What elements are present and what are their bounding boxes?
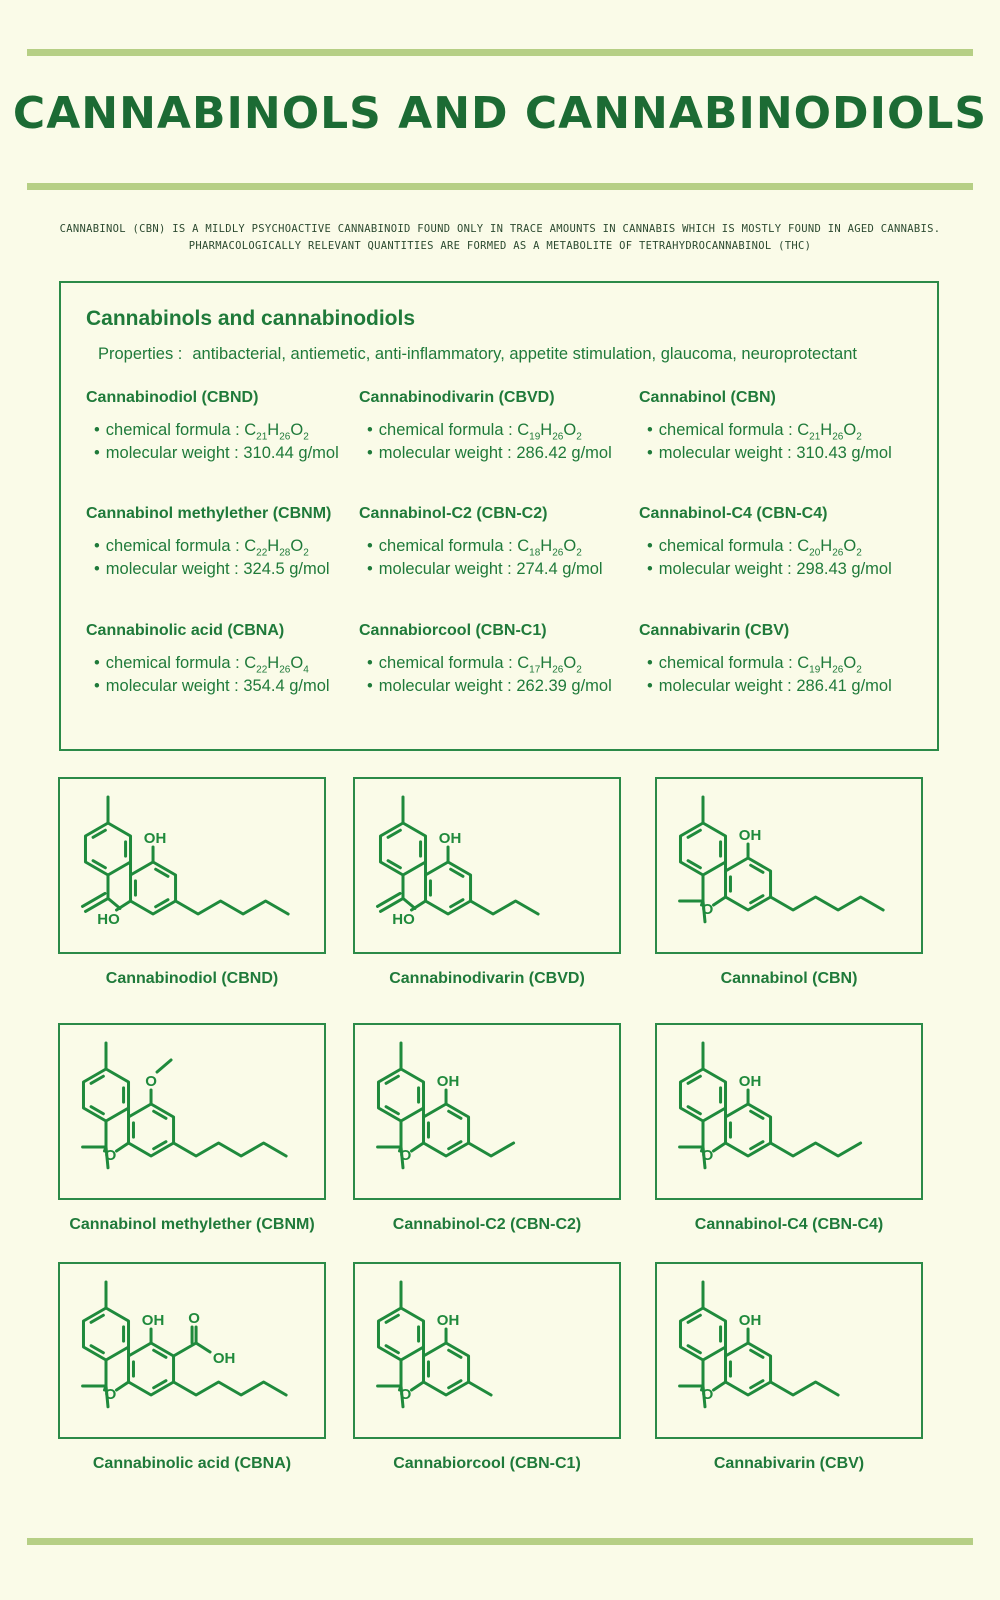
- molecular-weight: 310.43 g/mol: [796, 444, 892, 463]
- benzene-ring: [424, 1343, 469, 1395]
- bullet: •: [94, 421, 100, 439]
- structure-caption: Cannabinol (CBN): [720, 970, 858, 987]
- weight-line: [94, 444, 376, 463]
- structure-caption: Cannabiorcool (CBN-C1): [393, 1455, 581, 1472]
- structure-card: [353, 777, 621, 954]
- alkyl-chain: [469, 1382, 492, 1395]
- ether-oxygen-label: O: [701, 1386, 714, 1403]
- alkyl-chain: [771, 897, 884, 910]
- ether-oxygen-label: O: [701, 1147, 714, 1164]
- structure-caption: Cannabinodivarin (CBVD): [389, 970, 585, 987]
- isopropenyl-bond: [403, 898, 415, 908]
- formula-label: chemical formula :: [105, 421, 245, 439]
- weight-line: [367, 677, 649, 696]
- bullet: •: [94, 654, 100, 672]
- weight-line: [647, 677, 929, 696]
- molecular-weight: 310.44 g/mol: [243, 444, 339, 463]
- properties-label: Properties :: [98, 345, 183, 363]
- pyran-bond: [117, 1382, 129, 1390]
- compound-name: Cannabinol (CBN): [639, 389, 776, 406]
- page-title: CANNABINOLS AND CANNABINODIOLS: [12, 88, 988, 139]
- compound-name: Cannabinodiol (CBND): [86, 389, 259, 406]
- alkyl-chain: [174, 1143, 287, 1156]
- weight-line: [647, 444, 929, 463]
- compound-entry: [639, 505, 929, 579]
- structure-drawing: [60, 779, 324, 952]
- structure-card: [58, 1023, 326, 1200]
- benzene-ring: [129, 1104, 174, 1156]
- isopropenyl-bond: [108, 898, 120, 908]
- benzene-ring: [726, 858, 771, 910]
- properties-line: [98, 345, 857, 364]
- structure-card: [655, 777, 923, 954]
- alkyl-chain: [176, 901, 289, 914]
- compound-name: Cannabivarin (CBV): [639, 622, 790, 639]
- structure-card: [655, 1023, 923, 1200]
- isopropenyl-double: [82, 893, 105, 906]
- formula-label: chemical formula :: [105, 654, 245, 672]
- formula-line: [367, 654, 649, 675]
- formula-line: [647, 654, 929, 675]
- bullet: •: [647, 421, 653, 439]
- structure-caption: Cannabivarin (CBV): [713, 1455, 865, 1472]
- alkyl-chain: [771, 1143, 861, 1156]
- structure-drawing: [657, 1025, 921, 1198]
- compound-entry: [359, 622, 649, 696]
- benzene-ring: [131, 862, 176, 914]
- hydroxyl-label: OH: [141, 1312, 165, 1329]
- alkyl-chain: [771, 1382, 839, 1395]
- compound-name: Cannabinodivarin (CBVD): [359, 389, 555, 406]
- compound-entry: [86, 505, 376, 579]
- bullet: •: [94, 444, 100, 463]
- alkyl-chain: [471, 901, 539, 914]
- structure-caption: Cannabinol-C2 (CBN-C2): [392, 1216, 582, 1233]
- compound-entry: [359, 389, 649, 463]
- formula-line: [367, 421, 649, 442]
- chemical-formula: $C_{19}H_{26}O_2$: [797, 654, 862, 676]
- ether-oxygen-label: O: [104, 1147, 117, 1164]
- formula-label: chemical formula :: [658, 537, 798, 555]
- weight-label: molecular weight :: [658, 677, 797, 696]
- bullet: •: [367, 560, 373, 579]
- formula-label: chemical formula :: [658, 421, 798, 439]
- title-rule: [27, 183, 973, 190]
- bullet: •: [647, 560, 653, 579]
- hydroxyl-label: OH: [738, 827, 762, 844]
- pyran-bond: [117, 1143, 129, 1151]
- hydroxyl-label: OH: [436, 1073, 460, 1090]
- formula-line: [367, 537, 649, 558]
- molecular-weight: 286.41 g/mol: [796, 677, 892, 696]
- structure-drawing: [657, 1264, 921, 1437]
- benzene-ring: [380, 823, 425, 875]
- benzene-ring: [424, 1104, 469, 1156]
- benzene-ring: [680, 823, 725, 875]
- properties-panel: [59, 281, 939, 751]
- structure-drawing: [657, 779, 921, 952]
- hydroxyl-label: OH: [436, 1312, 460, 1329]
- weight-line: [367, 560, 649, 579]
- compound-entry: [86, 389, 376, 463]
- molecular-weight: 298.43 g/mol: [796, 560, 892, 579]
- molecular-weight: 324.5 g/mol: [243, 560, 330, 579]
- formula-line: [94, 537, 376, 558]
- isopropenyl-double: [377, 893, 400, 906]
- molecular-weight: 262.39 g/mol: [516, 677, 612, 696]
- bullet: •: [647, 537, 653, 555]
- intro-line: PHARMACOLOGICALLY RELEVANT QUANTITIES ARE FORMED AS A METABOLITE OF TETRAHYDROCANNABINOL (THC): [188, 240, 812, 252]
- bullet: •: [367, 654, 373, 672]
- formula-line: [647, 421, 929, 442]
- chemical-formula: $C_{20}H_{26}O_2$: [797, 537, 862, 559]
- pyran-bond: [714, 897, 726, 905]
- carboxyl-bond: [196, 1343, 210, 1352]
- formula-label: chemical formula :: [105, 537, 245, 555]
- hydroxyl-label: HO: [97, 911, 120, 928]
- structure-caption: Cannabinol methylether (CBNM): [69, 1216, 315, 1233]
- weight-label: molecular weight :: [105, 560, 244, 579]
- compound-entry: [639, 622, 929, 696]
- benzene-ring: [129, 1343, 174, 1395]
- hydroxyl-label: OH: [143, 830, 167, 847]
- hydroxyl-label: OH: [438, 830, 462, 847]
- ether-oxygen-label: O: [399, 1386, 412, 1403]
- structure-caption: Cannabinolic acid (CBNA): [92, 1455, 292, 1472]
- benzene-ring: [680, 1308, 725, 1360]
- panel-heading: Cannabinols and cannabinodiols: [86, 307, 416, 330]
- bullet: •: [367, 677, 373, 696]
- weight-label: molecular weight :: [378, 677, 517, 696]
- benzene-ring: [680, 1069, 725, 1121]
- intro-text: [40, 221, 960, 255]
- isopropenyl-double: [85, 898, 108, 911]
- benzene-ring: [85, 823, 130, 875]
- molecular-weight: 354.4 g/mol: [243, 677, 330, 696]
- chemical-formula: $C_{19}H_{26}O_2$: [517, 421, 582, 443]
- compound-entry: [86, 622, 376, 696]
- formula-line: [647, 537, 929, 558]
- weight-label: molecular weight :: [378, 560, 517, 579]
- compound-entry: [639, 389, 929, 463]
- structure-card: [353, 1262, 621, 1439]
- structure-card: [655, 1262, 923, 1439]
- formula-label: chemical formula :: [378, 421, 518, 439]
- carboxyl-oxygen-label: O: [188, 1310, 200, 1327]
- carboxyl-hydroxyl-label: OH: [212, 1350, 236, 1367]
- pyran-bond: [412, 1143, 424, 1151]
- intro-line: CANNABINOL (CBN) IS A MILDLY PSYCHOACTIVE CANNABINOID FOUND ONLY IN TRACE AMOUNTS IN CANNABIS WHICH IS MOSTLY FOUND IN AGED CANNABIS.: [59, 223, 941, 235]
- chemical-formula: $C_{17}H_{26}O_2$: [517, 654, 582, 676]
- formula-line: [94, 654, 376, 675]
- carboxyl-bond: [174, 1343, 197, 1356]
- pyran-bond: [714, 1143, 726, 1151]
- benzene-ring: [426, 862, 471, 914]
- bullet: •: [367, 444, 373, 463]
- compound-entry: [359, 505, 649, 579]
- ether-oxygen-label: O: [701, 901, 714, 918]
- benzene-ring: [378, 1308, 423, 1360]
- structure-drawing: [355, 779, 619, 952]
- bullet: •: [367, 537, 373, 555]
- benzene-ring: [83, 1308, 128, 1360]
- methoxy-oxygen-label: O: [145, 1073, 157, 1090]
- molecular-weight: 274.4 g/mol: [516, 560, 603, 579]
- chemical-formula: $C_{21}H_{26}O_2$: [244, 421, 309, 443]
- compound-name: Cannabinol methylether (CBNM): [86, 505, 332, 522]
- bullet: •: [94, 537, 100, 555]
- compound-name: Cannabiorcool (CBN-C1): [359, 622, 547, 639]
- alkyl-chain: [174, 1382, 287, 1395]
- chemical-formula: $C_{21}H_{26}O_2$: [797, 421, 862, 443]
- benzene-ring: [726, 1104, 771, 1156]
- structure-caption: Cannabinodiol (CBND): [105, 970, 279, 987]
- benzene-ring: [83, 1069, 128, 1121]
- formula-line: [94, 421, 376, 442]
- methoxy-bond: [157, 1060, 171, 1072]
- ether-oxygen-label: O: [104, 1386, 117, 1403]
- chemical-formula: $C_{22}H_{26}O_4$: [244, 654, 309, 676]
- structure-drawing: [355, 1025, 619, 1198]
- bullet: •: [647, 654, 653, 672]
- structure-caption: Cannabinol-C4 (CBN-C4): [694, 1216, 884, 1233]
- benzene-ring: [378, 1069, 423, 1121]
- top-rule: [27, 49, 973, 56]
- compound-name: Cannabinol-C2 (CBN-C2): [359, 505, 548, 522]
- weight-label: molecular weight :: [105, 444, 244, 463]
- isopropenyl-double: [380, 898, 403, 911]
- weight-label: molecular weight :: [378, 444, 517, 463]
- compound-name: Cannabinolic acid (CBNA): [86, 622, 285, 639]
- hydroxyl-label: HO: [392, 911, 415, 928]
- chemical-formula: $C_{18}H_{26}O_2$: [517, 537, 582, 559]
- structure-card: [58, 1262, 326, 1439]
- formula-label: chemical formula :: [378, 537, 518, 555]
- bullet: •: [94, 677, 100, 696]
- properties-value: antibacterial, antiemetic, anti-inflammatory, appetite stimulation, glaucoma, neuroprotectant: [192, 345, 857, 363]
- weight-line: [94, 677, 376, 696]
- hydroxyl-label: OH: [738, 1312, 762, 1329]
- weight-label: molecular weight :: [658, 444, 797, 463]
- weight-label: molecular weight :: [105, 677, 244, 696]
- bullet: •: [367, 421, 373, 439]
- structure-drawing: [60, 1264, 324, 1437]
- structure-drawing: [60, 1025, 324, 1198]
- compound-name: Cannabinol-C4 (CBN-C4): [639, 505, 828, 522]
- structure-card: [58, 777, 326, 954]
- structure-drawing: [355, 1264, 619, 1437]
- weight-line: [94, 560, 376, 579]
- ether-oxygen-label: O: [399, 1147, 412, 1164]
- benzene-ring: [726, 1343, 771, 1395]
- bullet: •: [647, 444, 653, 463]
- weight-label: molecular weight :: [658, 560, 797, 579]
- molecular-weight: 286.42 g/mol: [516, 444, 612, 463]
- bullet: •: [94, 560, 100, 579]
- alkyl-chain: [469, 1143, 514, 1156]
- hydroxyl-label: OH: [738, 1073, 762, 1090]
- weight-line: [367, 444, 649, 463]
- structure-card: [353, 1023, 621, 1200]
- pyran-bond: [412, 1382, 424, 1390]
- formula-label: chemical formula :: [378, 654, 518, 672]
- weight-line: [647, 560, 929, 579]
- bullet: •: [647, 677, 653, 696]
- bottom-rule: [27, 1538, 973, 1545]
- pyran-bond: [714, 1382, 726, 1390]
- chemical-formula: $C_{22}H_{28}O_2$: [244, 537, 309, 559]
- formula-label: chemical formula :: [658, 654, 798, 672]
